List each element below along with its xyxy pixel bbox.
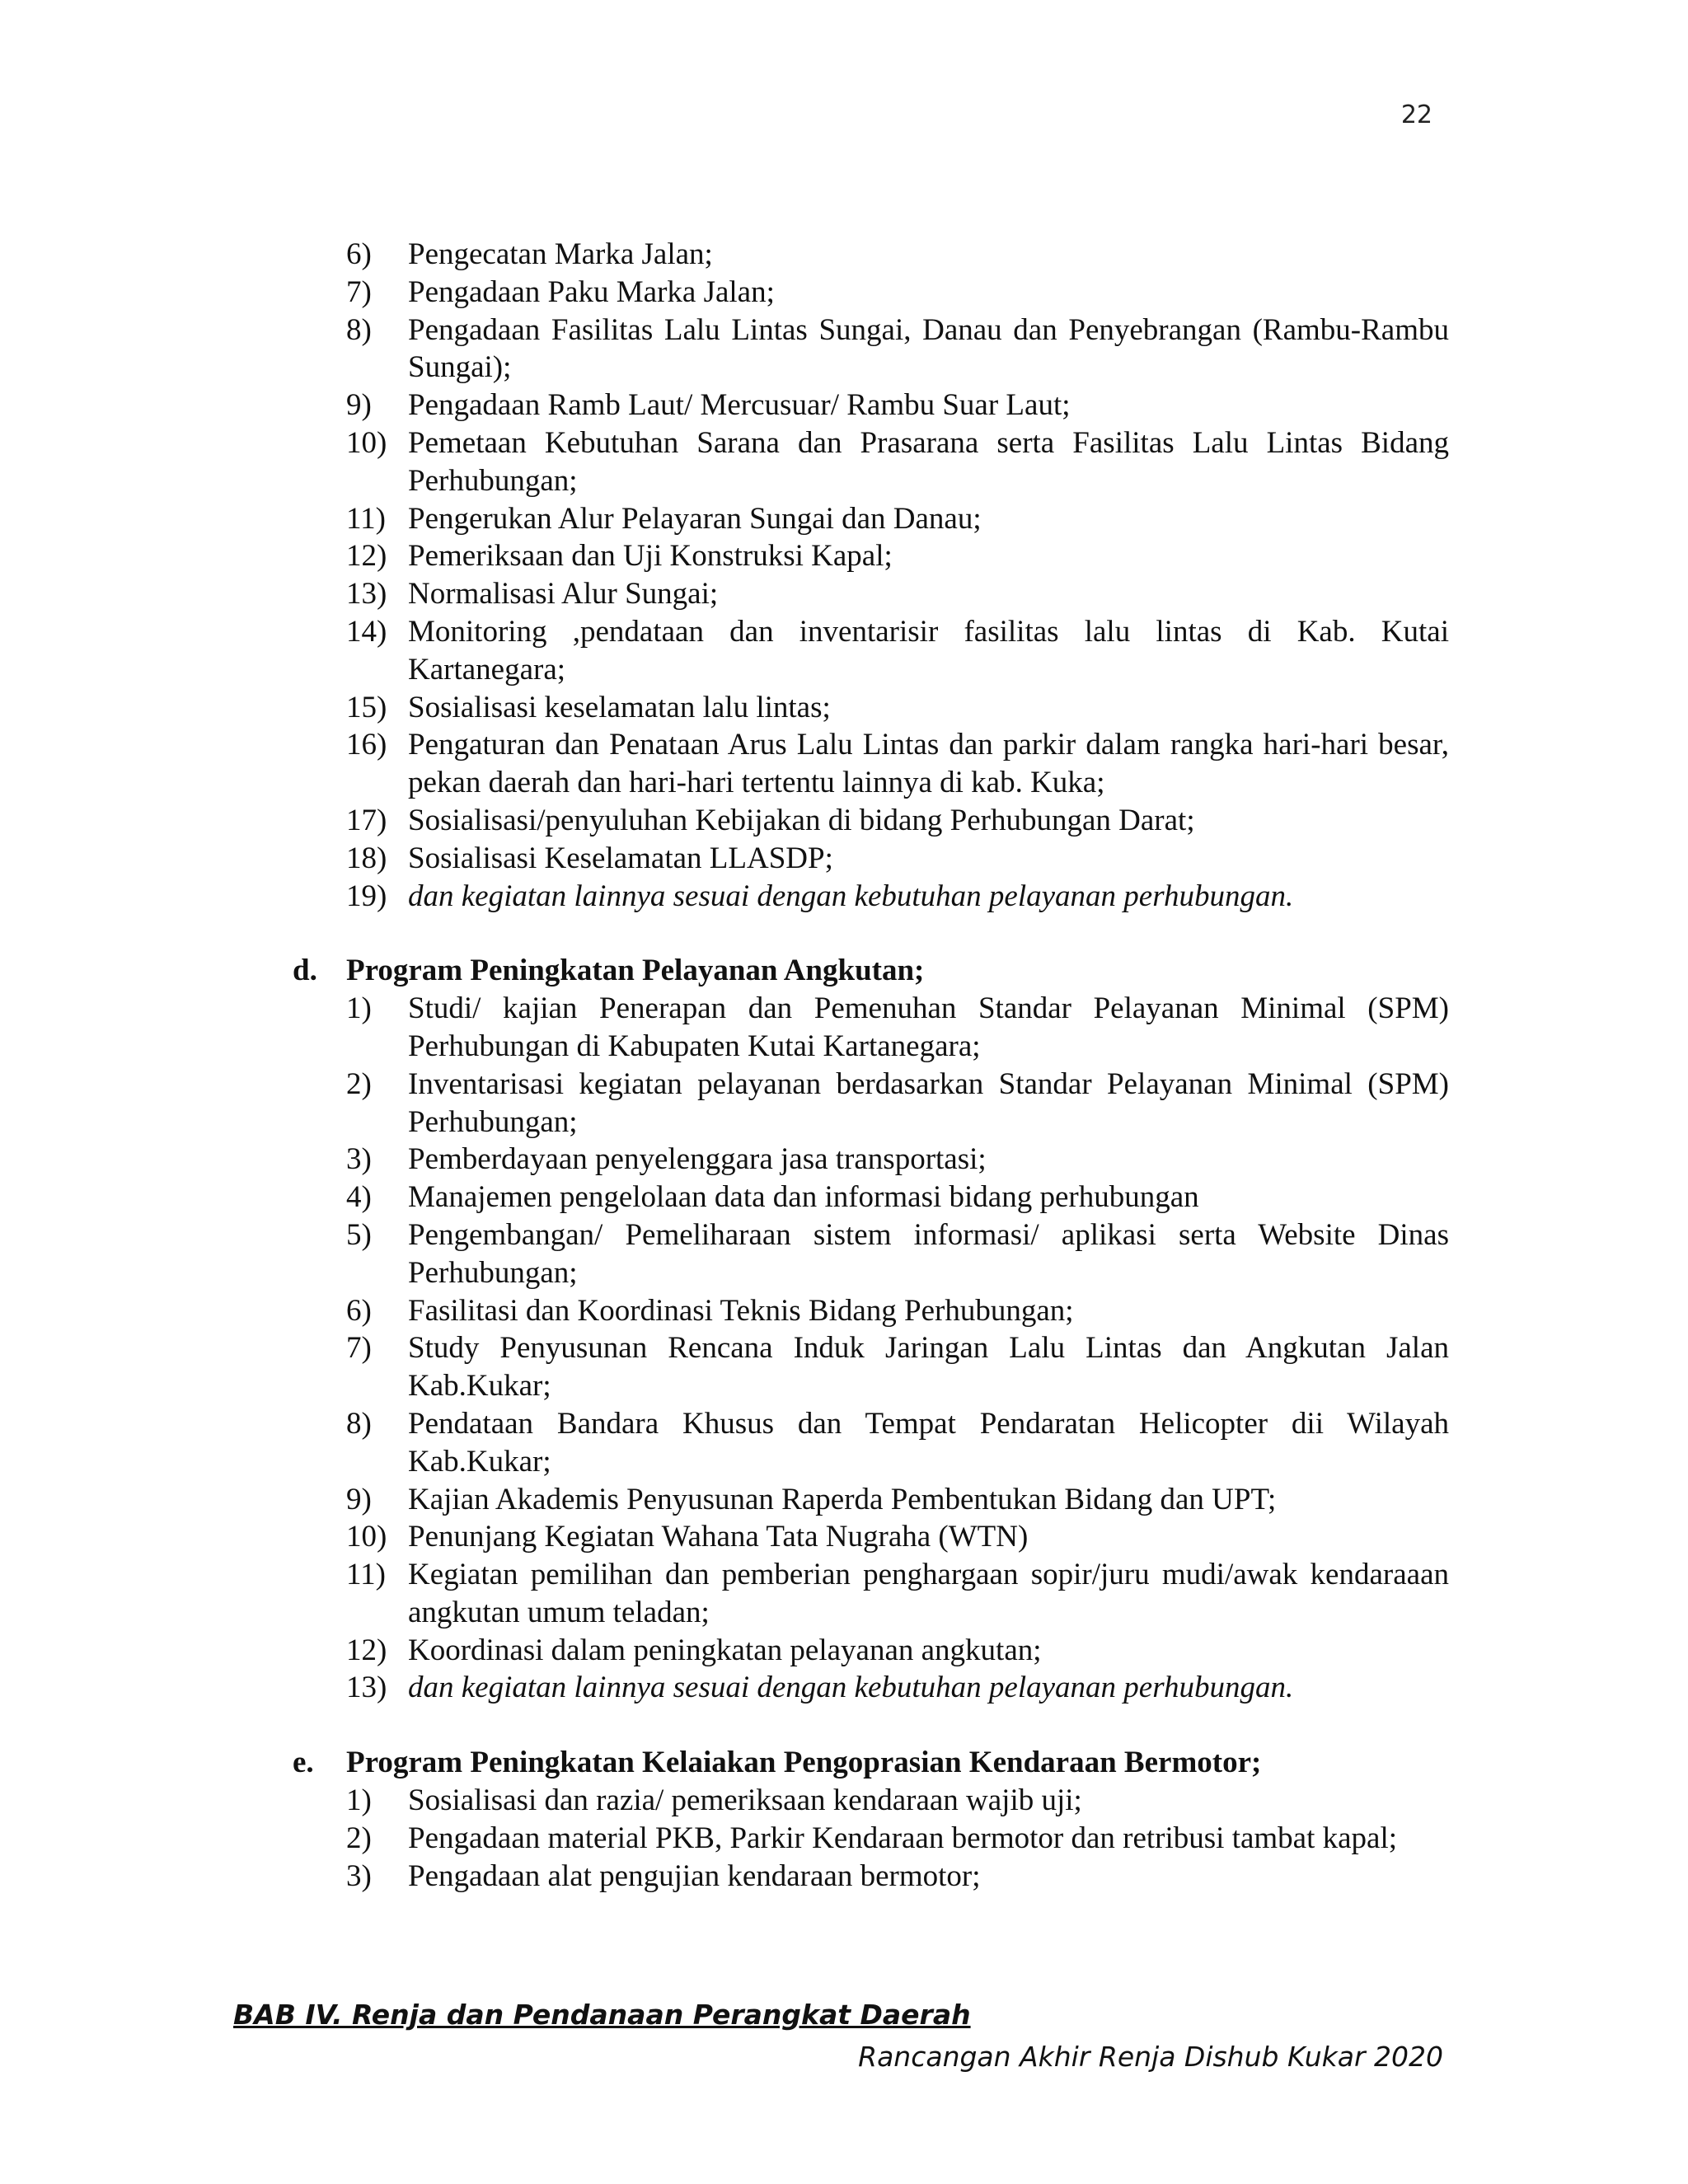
section-d-label: d. <box>293 954 317 988</box>
list-item <box>346 537 1449 575</box>
list-item-text: Sosialisasi keselamatan lalu lintas; <box>408 690 831 724</box>
list-item-number: 17) <box>346 803 387 837</box>
list-item-number: 1) <box>346 991 372 1026</box>
list-item-text: Kajian Akademis Penyusunan Raperda Pembentukan Bidang dan UPT; <box>408 1482 1277 1516</box>
list-item-text: Manajemen pengelolaan data dan informasi bidang perhubungan <box>408 1180 1199 1215</box>
list-item-number: 9) <box>346 1482 372 1516</box>
list-item-number: 11) <box>346 501 386 536</box>
list-item-number: 12) <box>346 1633 387 1667</box>
list-item-number: 2) <box>346 1066 372 1101</box>
section-d-heading <box>293 952 1449 990</box>
list-item <box>346 274 1449 312</box>
list-item-text: Studi/ kajian Penerapan dan Pemenuhan Standar Pelayanan Minimal (SPM) Perhubungan di Kabupaten Kutai Kartanegara; <box>408 991 1449 1063</box>
list-item-text: dan kegiatan lainnya sesuai dengan kebutuhan pelayanan perhubungan. <box>408 879 1294 913</box>
list-item-number: 15) <box>346 690 387 724</box>
list-item-text: Pemeriksaan dan Uji Konstruksi Kapal; <box>408 539 893 574</box>
list-item <box>346 726 1449 802</box>
list-item <box>346 1669 1449 1707</box>
list-item-text: Pendataan Bandara Khusus dan Tempat Pendaratan Helicopter dii Wilayah Kab.Kukar; <box>408 1406 1449 1479</box>
list-item <box>346 1556 1449 1632</box>
list-item-number: 10) <box>346 425 387 460</box>
list-item-number: 1) <box>346 1783 372 1818</box>
list-item-number: 14) <box>346 614 387 649</box>
list-item <box>346 990 1449 1066</box>
list-item-text: Penunjang Kegiatan Wahana Tata Nugraha (WTN) <box>408 1520 1029 1554</box>
list-item-number: 12) <box>346 539 387 574</box>
list-item-text: Pengadaan material PKB, Parkir Kendaraan bermotor dan retribusi tambat kapal; <box>408 1821 1398 1855</box>
list-d <box>346 990 1449 1707</box>
list-item <box>346 1518 1449 1556</box>
list-e <box>346 1782 1449 1895</box>
list-item <box>346 1216 1449 1292</box>
list-item-text: Fasilitasi dan Koordinasi Teknis Bidang Perhubungan; <box>408 1293 1074 1328</box>
list-item-number: 19) <box>346 879 387 913</box>
list-item-text: Pemetaan Kebutuhan Sarana dan Prasarana serta Fasilitas Lalu Lintas Bidang Perhubungan; <box>408 425 1449 498</box>
list-item <box>346 613 1449 689</box>
section-e-label: e. <box>293 1746 314 1780</box>
list-item <box>346 1858 1449 1896</box>
page-number: 22 <box>1400 101 1432 129</box>
list-item-text: Sosialisasi dan razia/ pemeriksaan kendaraan wajib uji; <box>408 1783 1082 1818</box>
list-item-text: Pengadaan Ramb Laut/ Mercusuar/ Rambu Suar Laut; <box>408 388 1071 423</box>
list-item <box>346 312 1449 387</box>
list-item-text: Normalisasi Alur Sungai; <box>408 577 719 612</box>
list-item <box>346 1292 1449 1330</box>
list-item-text: dan kegiatan lainnya sesuai dengan kebutuhan pelayanan perhubungan. <box>408 1671 1294 1705</box>
list-item-number: 2) <box>346 1821 372 1855</box>
list-item-number: 11) <box>346 1558 386 1592</box>
list-item <box>346 878 1449 916</box>
list-item-text: Pengadaan Fasilitas Lalu Lintas Sungai, Danau dan Penyebrangan (Rambu-Rambu Sungai); <box>408 312 1449 385</box>
list-item-text: Kegiatan pemilihan dan pemberian penghargaan sopir/juru mudi/awak kendaraaan angkutan umum teladan; <box>408 1558 1449 1629</box>
list-item-text: Pengerukan Alur Pelayaran Sungai dan Danau; <box>408 501 982 536</box>
list-item <box>346 1782 1449 1820</box>
list-item-number: 9) <box>346 388 372 423</box>
list-item-number: 6) <box>346 237 372 271</box>
list-item-number: 8) <box>346 1406 372 1441</box>
list-item <box>346 387 1449 424</box>
list-item-text: Pengecatan Marka Jalan; <box>408 237 713 271</box>
list-item-number: 4) <box>346 1180 372 1215</box>
list-item-text: Sosialisasi/penyuluhan Kebijakan di bidang Perhubungan Darat; <box>408 803 1195 837</box>
list-item-text: Koordinasi dalam peningkatan pelayanan angkutan; <box>408 1633 1042 1667</box>
list-item-number: 16) <box>346 728 387 762</box>
list-item <box>346 689 1449 727</box>
list-item <box>346 424 1449 500</box>
list-item-number: 18) <box>346 841 387 875</box>
list-item-number: 13) <box>346 577 387 612</box>
list-item-number: 7) <box>346 1331 372 1366</box>
list-item-text: Pemberdayaan penyelenggara jasa transportasi; <box>408 1142 987 1177</box>
list-item-text: Pengadaan alat pengujian kendaraan bermotor; <box>408 1858 981 1893</box>
list-item <box>346 1820 1449 1858</box>
list-item-text: Monitoring ,pendataan dan inventarisir fasilitas lalu lintas di Kab. Kutai Kartanegara; <box>408 614 1449 687</box>
list-item <box>346 236 1449 274</box>
list-item-number: 13) <box>346 1671 387 1705</box>
list-item <box>346 575 1449 613</box>
list-item-number: 8) <box>346 312 372 347</box>
list-item <box>346 1405 1449 1481</box>
list-item <box>346 1179 1449 1216</box>
list-item-number: 7) <box>346 274 372 309</box>
document-body <box>293 236 1449 1895</box>
list-item-number: 3) <box>346 1858 372 1893</box>
list-item <box>346 500 1449 538</box>
list-item-text: Pengadaan Paku Marka Jalan; <box>408 274 775 309</box>
list-item-number: 5) <box>346 1217 372 1252</box>
list-item-text: Pengembangan/ Pemeliharaan sistem informasi/ aplikasi serta Website Dinas Perhubungan; <box>408 1217 1449 1290</box>
list-item-text: Sosialisasi Keselamatan LLASDP; <box>408 841 833 875</box>
list-item-number: 6) <box>346 1293 372 1328</box>
list-item <box>346 1632 1449 1670</box>
list-item-text: Inventarisasi kegiatan pelayanan berdasarkan Standar Pelayanan Minimal (SPM) Perhubungan; <box>408 1066 1449 1139</box>
footer-document-title: Rancangan Akhir Renja Dishub Kukar 2020 <box>858 2041 1443 2073</box>
list-item-text: Study Penyusunan Rencana Induk Jaringan Lalu Lintas dan Angkutan Jalan Kab.Kukar; <box>408 1331 1449 1404</box>
footer-chapter-title: BAB IV. Renja dan Pendanaan Perangkat Daerah <box>233 1999 971 2031</box>
list-c <box>346 236 1449 915</box>
section-d-title: Program Peningkatan Pelayanan Angkutan; <box>346 954 925 988</box>
list-item-text: Pengaturan dan Penataan Arus Lalu Lintas dan parkir dalam rangka hari-hari besar, pekan daerah dan hari-hari tertentu lainnya di kab. Kuka; <box>408 728 1449 800</box>
section-e-title: Program Peningkatan Kelaiakan Pengoprasian Kendaraan Bermotor; <box>346 1746 1262 1780</box>
list-item <box>346 1066 1449 1141</box>
list-item-number: 3) <box>346 1142 372 1177</box>
list-item <box>346 840 1449 878</box>
list-item-number: 10) <box>346 1520 387 1554</box>
list-item <box>346 1141 1449 1179</box>
list-item <box>346 1481 1449 1519</box>
list-item <box>346 802 1449 840</box>
section-e-heading <box>293 1744 1449 1782</box>
list-item <box>346 1329 1449 1405</box>
